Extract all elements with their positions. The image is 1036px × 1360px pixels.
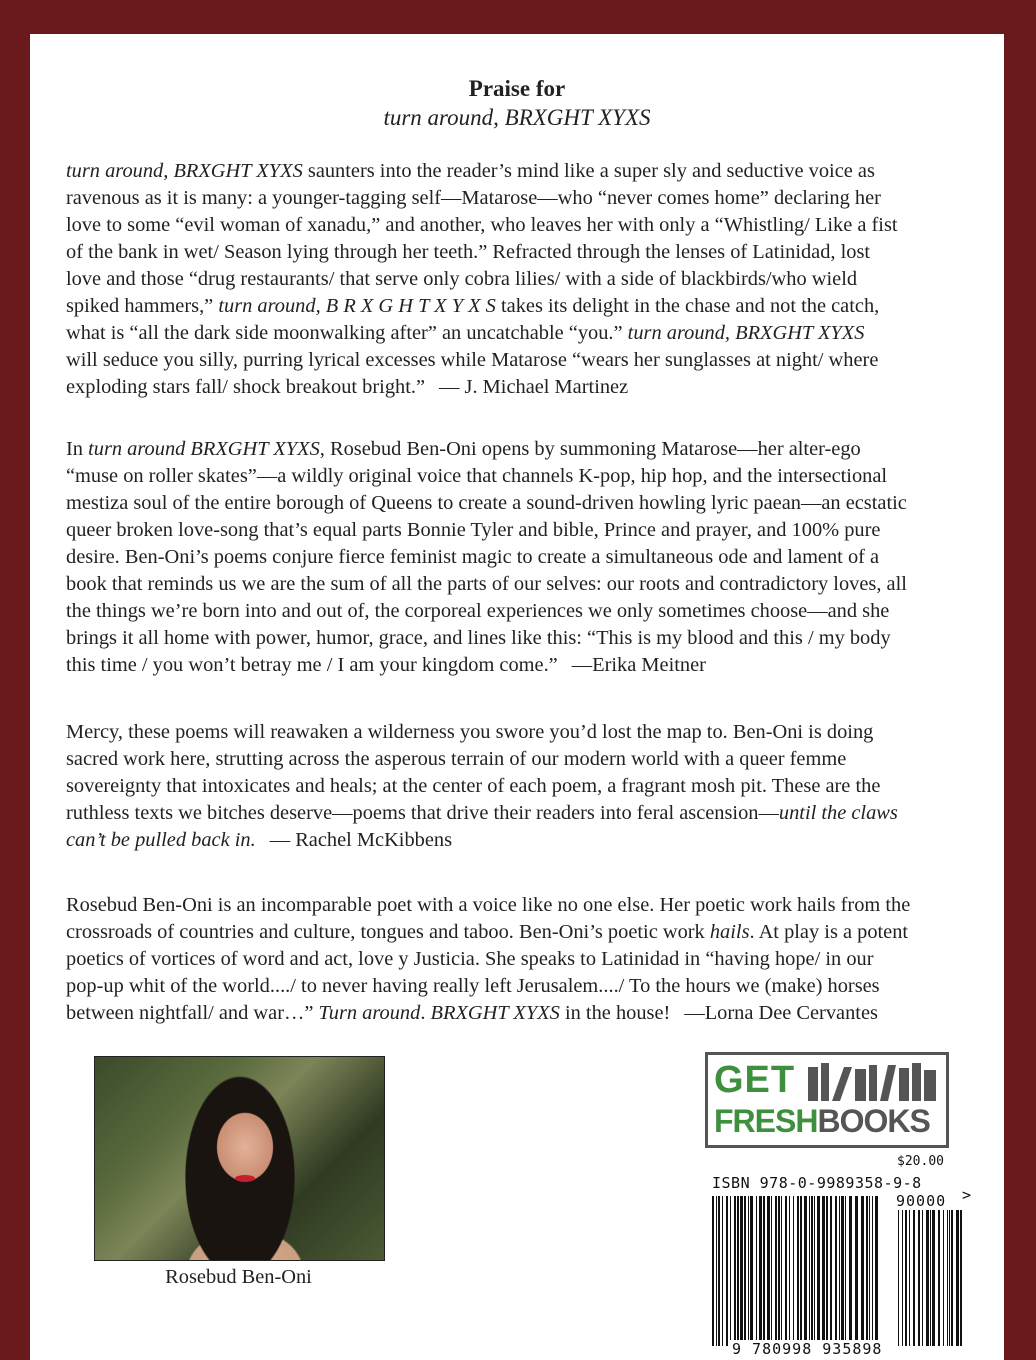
barcode-addon-bar (909, 1210, 910, 1346)
blurb-attribution: —Erika Meitner (571, 654, 706, 676)
barcode-bar (872, 1196, 873, 1346)
blurb-line: mestiza soul of the entire borough of Queens to create a sound-driven howling lyric paean—an ecstatic (66, 492, 907, 514)
praise-header (30, 74, 1004, 132)
barcode-bar (826, 1196, 828, 1346)
blurb-cervantes (66, 892, 958, 1027)
blurb-line: Rosebud Ben-Oni is an incomparable poet with a voice like no one else. Her poetic work hails from the (66, 894, 911, 916)
blurb-line: the things we’re born into and out of, the corporeal experiences we only sometimes choose—and she (66, 600, 890, 622)
barcode-bar (759, 1196, 762, 1346)
barcode-bar (866, 1196, 868, 1346)
blurb-line: desire. Ben-Oni’s poems conjure fierce feminist magic to create a simultaneous ode and lament of a (66, 546, 880, 568)
barcode-bar (763, 1196, 765, 1346)
blurb-attribution: —Lorna Dee Cervantes (684, 1002, 878, 1024)
blurb-line: this time / you won’t betray me / I am your kingdom come.” —Erika Meitner (66, 654, 706, 676)
author-photo-caption: Rosebud Ben-Oni (165, 1266, 312, 1288)
blurb-line: turn around, BRXGHT XYXS saunters into the reader’s mind like a super sly and seductive voice as (66, 160, 875, 182)
barcode-bar (716, 1196, 717, 1346)
barcode-bar (750, 1196, 753, 1346)
barcode-bar (793, 1196, 794, 1346)
barcode-bar (814, 1196, 815, 1346)
blurb-line: exploding stars fall/ shock breakout bright.” — J. Michael Martinez (66, 376, 629, 398)
barcode-addon-bar (956, 1210, 959, 1346)
logo-fresh: FRESH (714, 1103, 818, 1139)
blurb-line: spiked hammers,” turn around, B R X G H T X Y X S takes its delight in the chase and not the catch, (66, 295, 880, 317)
blurb-attribution: — Rachel McKibbens (269, 829, 453, 851)
barcode-bar (737, 1196, 739, 1346)
blurb-line: sacred work here, strutting across the asperous terrain of our modern world with a queer femme (66, 748, 847, 770)
blurb-meitner (66, 436, 958, 679)
blurb-line: ruthless texts we bitches deserve—poems that drive their readers into feral ascension—until the claws (66, 802, 898, 824)
blurb-line: sovereignty that intoxicates and heals; at the center of each poem, a fragrant mosh pit. These are the (66, 775, 881, 797)
barcode-bar (730, 1196, 731, 1346)
author-photo-lips (235, 1175, 255, 1182)
barcode-bar (822, 1196, 825, 1346)
barcode-bar (839, 1196, 840, 1346)
barcode-bar (800, 1196, 802, 1346)
barcode-bar (830, 1196, 832, 1346)
barcode-addon-bar (949, 1210, 950, 1346)
logo-books: BOOKS (817, 1103, 930, 1139)
blurb-line: book that reminds us we are the sum of all the parts of our selves: our roots and contradictory loves, all (66, 573, 907, 595)
barcode-addon-bar (932, 1210, 935, 1346)
barcode-bar (861, 1196, 864, 1346)
back-cover (30, 34, 1004, 1360)
barcode-area (712, 1154, 974, 1360)
blurb-line: brings it all home with power, humor, grace, and lines like this: “This is my blood and this / my body (66, 627, 891, 649)
barcode-addon-bar (943, 1210, 944, 1346)
blurb-mckibbens (66, 719, 958, 854)
barcode-addon-bar (913, 1210, 915, 1346)
barcode-bar (740, 1196, 743, 1346)
barcode-bar (726, 1196, 728, 1346)
bookshelf-icon (808, 1063, 940, 1101)
blurb-line: crossroads of countries and culture, tongues and taboo. Ben-Oni’s poetic work hails. At play is a potent (66, 921, 909, 943)
barcode-bar (775, 1196, 777, 1346)
barcode-addon-bar (938, 1210, 940, 1346)
blurb-line: between nightfall/ and war…” Turn around. BRXGHT XYXS in the house! —Lorna Dee Cervantes (66, 1002, 878, 1024)
blurb-line: Mercy, these poems will reawaken a wilderness you swore you’d lost the map to. Ben-Oni is doing (66, 721, 874, 743)
author-photo (94, 1056, 385, 1261)
logo-fresh-books (714, 1103, 930, 1139)
barcode-bar (778, 1196, 780, 1346)
blurb-line: ravenous as it is many: a younger-tagging self—Matarose—who “never comes home” declaring her (66, 187, 881, 209)
barcode-addon-number: 90000 (896, 1192, 947, 1210)
blurb-line: love and those “drug restaurants/ that serve only cobra lilies/ with a side of blackbirds/who wield (66, 268, 858, 290)
blurb-line: will seduce you silly, purring lyrical excesses while Matarose “wears her sunglasses at night/ where (66, 349, 879, 371)
barcode-bar (718, 1196, 720, 1346)
barcode-bar (817, 1196, 820, 1346)
barcode-addon-bar (926, 1210, 929, 1346)
barcode-arrow: > (962, 1186, 972, 1204)
blurb-line: queer broken love-song that’s equal parts Bonnie Tyler and bible, Prince and prayer, and 100% pure (66, 519, 881, 541)
barcode-addon-bar (930, 1210, 931, 1346)
barcode-bar (869, 1196, 870, 1346)
blurb-martinez (66, 158, 958, 401)
barcode-number: 9 780998 935898 (732, 1340, 883, 1358)
barcode-bar (811, 1196, 813, 1346)
barcode-addon-bar (905, 1210, 907, 1346)
barcode-bar (785, 1196, 787, 1346)
barcode-bar (841, 1196, 844, 1346)
barcode-addon-bar (947, 1210, 948, 1346)
blurb-line: poetics of vortices of word and act, love y Justicia. She speaks to Latinidad in “having hope/ in our (66, 948, 874, 970)
isbn-label: ISBN 978-0-9989358-9-8 (712, 1174, 922, 1192)
price-label: $20.00 (897, 1154, 944, 1169)
barcode-bar (845, 1196, 846, 1346)
barcode-bar (756, 1196, 757, 1346)
blurb-line: can’t be pulled back in. — Rachel McKibbens (66, 829, 453, 851)
blurb-line: what is “all the dark side moonwalking after” an uncatchable “you.” turn around, BRXGHT XYXS (66, 322, 865, 344)
barcode-addon-bar (960, 1210, 962, 1346)
barcode-bar (809, 1196, 810, 1346)
blurb-line: pop-up whit of the world..../ to never having really left Jerusalem..../ To the hours we (make) horses (66, 975, 880, 997)
barcode-addon-bar (918, 1210, 920, 1346)
barcode-bar (748, 1196, 749, 1346)
barcode-bar (767, 1196, 770, 1346)
barcode-bar (797, 1196, 799, 1346)
barcode (712, 1196, 974, 1346)
barcode-bar (835, 1196, 837, 1346)
blurb-line: In turn around BRXGHT XYXS, Rosebud Ben-Oni opens by summoning Matarose—her alter-ego (66, 438, 861, 460)
barcode-addon-bar (902, 1210, 903, 1346)
barcode-bar (789, 1196, 790, 1346)
barcode-bar (781, 1196, 782, 1346)
barcode-bar (771, 1196, 772, 1346)
publisher-logo (705, 1052, 949, 1148)
blurb-line: love to some “evil woman of xanadu,” and another, who leaves her with only a “Whistling/ Like a fist (66, 214, 898, 236)
barcode-bar (875, 1196, 878, 1346)
blurb-attribution: — J. Michael Martinez (439, 376, 629, 398)
barcode-addon-bar (922, 1210, 923, 1346)
praise-heading: Praise for (468, 76, 566, 101)
barcode-bar (804, 1196, 807, 1346)
barcode-bar (849, 1196, 852, 1346)
barcode-addon-bar (951, 1210, 953, 1346)
barcode-bar (722, 1196, 723, 1346)
barcode-addon-bar (898, 1210, 899, 1346)
barcode-bar (734, 1196, 736, 1346)
logo-get: GET (714, 1059, 796, 1101)
book-title: turn around, BRXGHT XYXS (383, 105, 651, 130)
blurb-line: “muse on roller skates”—a wildly original voice that channels K-pop, hip hop, and the intersectional (66, 465, 888, 487)
barcode-bar (712, 1196, 714, 1346)
barcode-bar (744, 1196, 746, 1346)
blurb-line: of the bank in wet/ Season lying through her teeth.” Refracted through the lenses of Latinidad, lost (66, 241, 871, 263)
barcode-bar (855, 1196, 858, 1346)
